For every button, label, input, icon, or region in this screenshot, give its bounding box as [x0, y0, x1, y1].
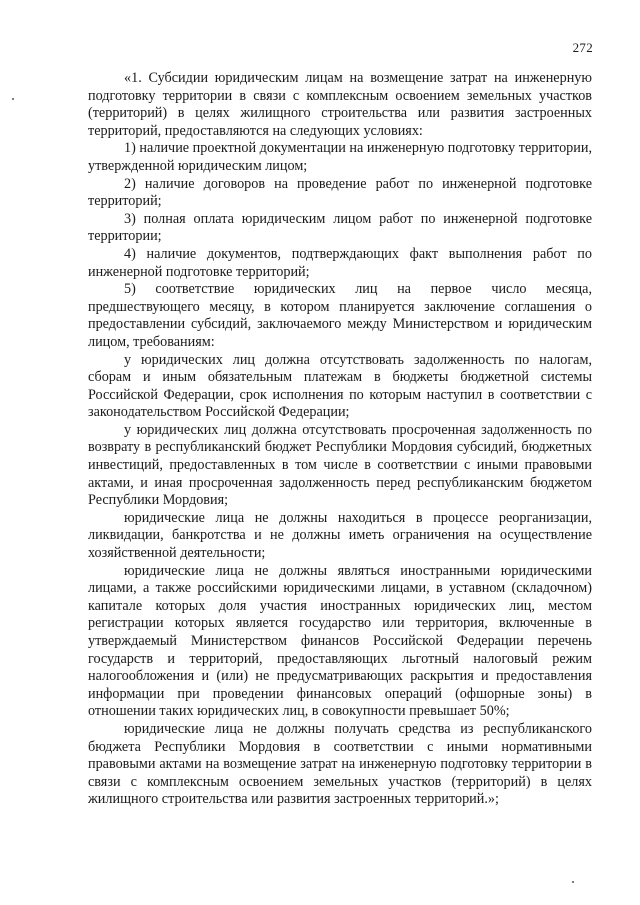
paragraph-condition-3: 3) полная оплата юридическим лицом работ по инженерной подготовке территории;: [88, 210, 592, 245]
paragraph-requirement-other-funds: юридические лица не должны получать средства из республиканского бюджета Республики Мордовия в соответствии с иными нормативными правовыми актами на возмещение затрат на инженерную подготовку территории в связи с комплексным освоением земельных участков (территорий) в целях жилищного строительства или развития застроенных территорий.»;: [88, 720, 592, 808]
scan-speck: [572, 881, 574, 883]
paragraph-requirement-tax-debt: у юридических лиц должна отсутствовать задолженность по налогам, сборам и иным обязательным платежам в бюджеты бюджетной системы Российской Федерации, срок исполнения по которым наступил в соответствии с законодательством Российской Федерации;: [88, 351, 592, 421]
page-number: 272: [572, 40, 593, 55]
paragraph-condition-4: 4) наличие документов, подтверждающих факт выполнения работ по инженерной подготовке территорий;: [88, 245, 592, 280]
paragraph-1-intro: «1. Субсидии юридическим лицам на возмещение затрат на инженерную подготовку территории в связи с комплексным освоением земельных участков (территорий) в целях жилищного строительства или развития застроенных территорий, предоставляются на следующих условиях:: [88, 70, 592, 139]
scan-speck: [12, 98, 14, 100]
paragraph-requirement-reorganization: юридические лица не должны находиться в процессе реорганизации, ликвидации, банкротства и не должны иметь ограничения на осуществление хозяйственной деятельности;: [88, 509, 592, 562]
paragraph-condition-5: 5) соответствие юридических лиц на первое число месяца, предшествующего месяцу, в котором планируется заключение соглашения о предоставлении субсидий, заключаемого между Министерством и юридическим лицом, требованиям:: [88, 281, 592, 350]
paragraph-requirement-budget-debt: у юридических лиц должна отсутствовать просроченная задолженность по возврату в республиканский бюджет Республики Мордовия субсидий, бюджетных инвестиций, предоставленных в том числе в соответствии с иными правовыми актами, и иная просроченная задолженность перед республиканским бюджетом Республики Мордовия;: [88, 421, 592, 509]
paragraph-condition-2: 2) наличие договоров на проведение работ по инженерной подготовке территорий;: [88, 175, 592, 210]
paragraph-condition-1: 1) наличие проектной документации на инженерную подготовку территории, утвержденной юридическим лицом;: [88, 140, 592, 174]
paragraph-requirement-foreign-entities: юридические лица не должны являться иностранными юридическими лицами, а также российскими юридическими лицами, в уставном (складочном) капитале которых доля участия иностранных юридических лиц, местом регистрации которых является государство или территория, включенные в утверждаемый Министерством финансов Российской Федерации перечень государств и территорий, предоставляющих льготный налоговый режим налогообложения и (или) не предусматривающих раскрытия и предоставления информации при проведении финансовых операций (офшорные зоны) в отношении таких юридических лиц, в совокупности превышает 50%;: [88, 562, 592, 720]
document-body: [88, 70, 592, 809]
